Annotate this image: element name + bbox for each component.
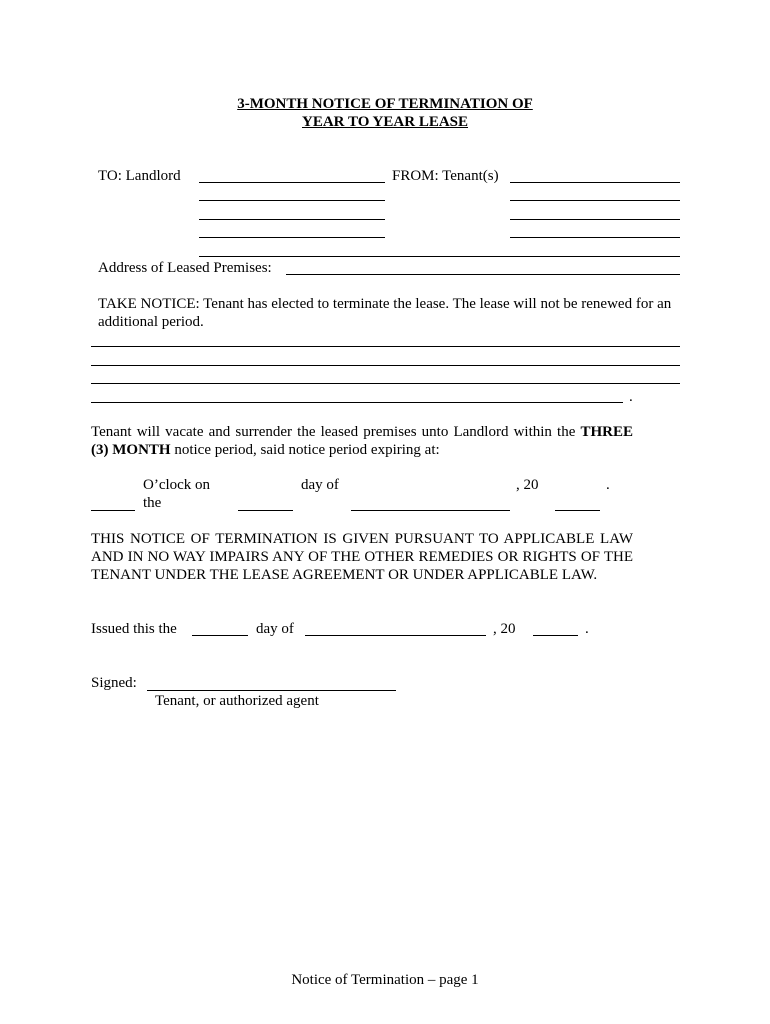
notice-blank-line-2[interactable] bbox=[91, 365, 680, 366]
tenant-address-line-2[interactable] bbox=[510, 219, 680, 220]
expiry-year-line[interactable] bbox=[555, 510, 600, 511]
issued-day-line[interactable] bbox=[192, 635, 248, 636]
tenant-address-line-3[interactable] bbox=[510, 237, 680, 238]
expiry-day-line[interactable] bbox=[238, 510, 293, 511]
title-line-2: YEAR TO YEAR LEASE bbox=[301, 114, 469, 130]
issued-year-prefix: , 20 bbox=[493, 621, 516, 637]
landlord-name-line[interactable] bbox=[199, 182, 385, 183]
expiry-month-line[interactable] bbox=[351, 510, 510, 511]
tenant-name-line[interactable] bbox=[510, 182, 680, 183]
title-line-1: 3-MONTH NOTICE OF TERMINATION OF bbox=[237, 96, 533, 112]
expiry-the-label: the bbox=[143, 495, 162, 511]
notice-blank-line-3[interactable] bbox=[91, 383, 680, 384]
vacate-text-after: notice period, said notice period expiring at: bbox=[170, 442, 440, 458]
notice-blank-line-4[interactable] bbox=[91, 402, 623, 403]
signed-label: Signed: bbox=[91, 675, 137, 691]
issued-label: Issued this the bbox=[91, 621, 177, 637]
page-footer: Notice of Termination – page 1 bbox=[291, 972, 479, 988]
expiry-period: . bbox=[606, 477, 610, 493]
issued-year-line[interactable] bbox=[533, 635, 578, 636]
issued-day-of-label: day of bbox=[256, 621, 294, 637]
vacate-text-before: Tenant will vacate and surrender the leased premises unto Landlord within the bbox=[91, 424, 581, 440]
expiry-year-prefix: , 20 bbox=[516, 477, 539, 493]
tenant-address-line-1[interactable] bbox=[510, 200, 680, 201]
address-line[interactable] bbox=[286, 274, 680, 275]
notice-blank-line-1[interactable] bbox=[91, 346, 680, 347]
address-label: Address of Leased Premises: bbox=[98, 260, 272, 276]
landlord-address-line-1[interactable] bbox=[199, 200, 385, 201]
issued-month-line[interactable] bbox=[305, 635, 486, 636]
landlord-address-line-2[interactable] bbox=[199, 219, 385, 220]
take-notice-paragraph: TAKE NOTICE: Tenant has elected to terminate the lease. The lease will not be renewed for an additional period. bbox=[98, 296, 672, 330]
signature-line[interactable] bbox=[147, 690, 396, 691]
issued-period: . bbox=[585, 621, 589, 637]
from-tenant-label: FROM: Tenant(s) bbox=[392, 168, 499, 184]
vacate-paragraph bbox=[91, 423, 633, 459]
notice-end-period: . bbox=[629, 389, 633, 405]
expiry-time-line[interactable] bbox=[91, 510, 135, 511]
legal-paragraph: THIS NOTICE OF TERMINATION IS GIVEN PURSUANT TO APPLICABLE LAW AND IN NO WAY IMPAIRS ANY OF THE OTHER REMEDIES OR RIGHTS OF THE TENANT UNDER THE LEASE AGREEMENT OR UNDER APPLICABLE LAW. bbox=[91, 531, 633, 583]
signature-caption: Tenant, or authorized agent bbox=[155, 693, 319, 709]
parties-separator-line bbox=[199, 256, 680, 257]
vacate-bold-month: (3) MONTH bbox=[91, 442, 171, 458]
expiry-day-of-label: day of bbox=[301, 477, 339, 493]
to-landlord-label: TO: Landlord bbox=[98, 168, 181, 184]
oclock-on-label: O’clock on bbox=[143, 477, 211, 493]
vacate-bold-three: THREE bbox=[580, 424, 633, 440]
landlord-address-line-3[interactable] bbox=[199, 237, 385, 238]
